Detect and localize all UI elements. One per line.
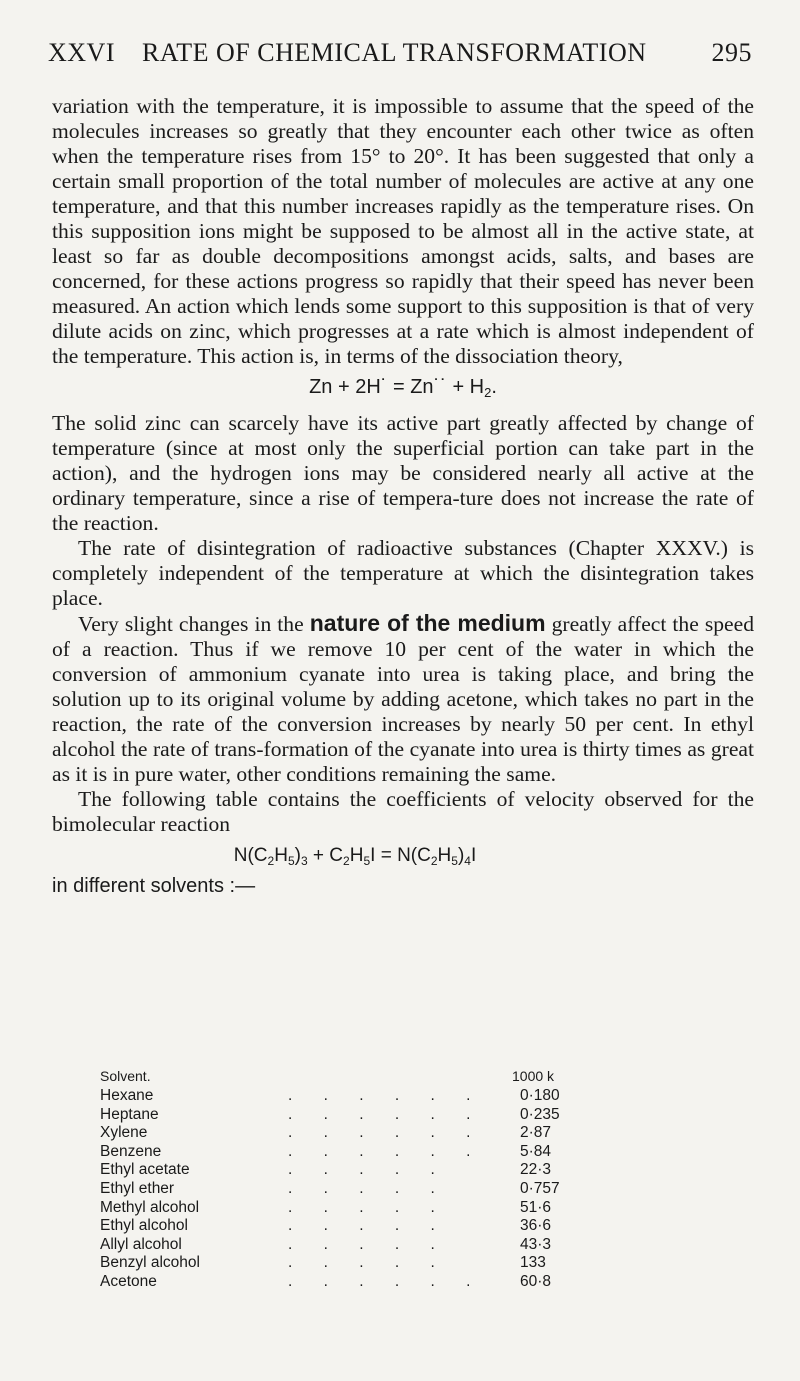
solvent-table — [100, 1067, 720, 1292]
table-row: Acetone . . . . . . 60·8 — [100, 1272, 552, 1290]
table-row: Xylene . . . . . . 2·87 — [100, 1124, 552, 1142]
paragraph-medium: Very slight changes in the nature of the medium greatly affect the speed of a reaction. Thus if we remove 10 per cent of the water in which the conversion of ammonium cyanate into urea is taking place, and bring the solution up to its original volume by adding acetone, which takes no part in the reaction, the rate of the conversion increases by nearly 50 per cent. In ethyl alcohol the rate of trans-formation of the cyanate into urea is thirty times as great as it is in pure water, other conditions remaining the same. — [52, 610, 755, 786]
bimolecular-equation: $N(C_2H_5)_3 + C_2H_5I = N(C_2H_5)_4I$ — [233, 845, 477, 868]
table-header — [100, 1067, 720, 1087]
paragraph-temperature: variation with the temperature, it is impossible to assume that the speed of the molecules increases so greatly that they encounter each other twice as often when the temperature rises from 15° to 20°. It has been suggested that only a certain small proportion of the total number of molecules are active at any one temperature, and that this number increases rapidly as the temperature rises. On this supposition ions might be supposed to be almost all in the active state, at least so far as double decompositions amongst acids, salts, and bases are concerned, for these actions progress so rapidly that their speed has never been measured. An action which lends some support to this supposition is that of very dilute acids on zinc, which progresses at a rate which is almost independent of the temperature. This action is, in terms of the dissociation theory, — [52, 94, 754, 368]
table-row: Hexane . . . . . . 0·180 — [100, 1087, 560, 1104]
column-header-k: 1000 k — [512, 1068, 555, 1084]
paragraph-radioactive: The rate of disintegration of radioactive substances (Chapter XXXV.) is completely independent of the temperature at which the disintegration takes place. — [52, 536, 754, 610]
page-header — [48, 38, 752, 78]
table-row: Ethyl alcohol . . . . . 36·6 — [100, 1217, 552, 1235]
paragraph-table-intro: The following table contains the coefficients of velocity observed for the bimolecular reaction — [52, 787, 754, 836]
page-number: 295 — [711, 38, 752, 67]
emphasis-nature-of-medium: nature of the medium — [309, 610, 546, 636]
chapter-number: XXVI — [48, 38, 115, 67]
zinc-equation: Zn + 2H˙ = Zn˙˙ + $H_2$. — [309, 376, 497, 400]
table-row: Benzene . . . . . . 5·84 — [100, 1142, 552, 1160]
table-row: Heptane . . . . . . 0·235 — [100, 1105, 560, 1123]
paragraph-solvents: in different solvents :— — [52, 875, 256, 897]
paragraph-zinc: The solid zinc can scarcely have its active part greatly affected by change of temperature (since at most only the superficial portion can take part in the action), and the hydrogen ions may be considered nearly all active at the ordinary temperature, since a rise of tempera-ture does not increase the rate of the reaction. — [52, 411, 754, 535]
column-header-solvent: Solvent. — [100, 1068, 151, 1084]
table-row: Methyl alcohol . . . . . 51·6 — [100, 1198, 552, 1216]
running-title: RATE OF CHEMICAL TRANSFORMATION — [142, 38, 647, 67]
body-text — [52, 94, 754, 899]
table-row: Benzyl alcohol . . . . . 133 — [100, 1254, 546, 1272]
table-row: Allyl alcohol . . . . . 43·3 — [100, 1235, 552, 1253]
table-row: Ethyl ether . . . . . 0·757 — [100, 1179, 560, 1197]
table-row: Ethyl acetate . . . . . 22·3 — [100, 1161, 552, 1179]
